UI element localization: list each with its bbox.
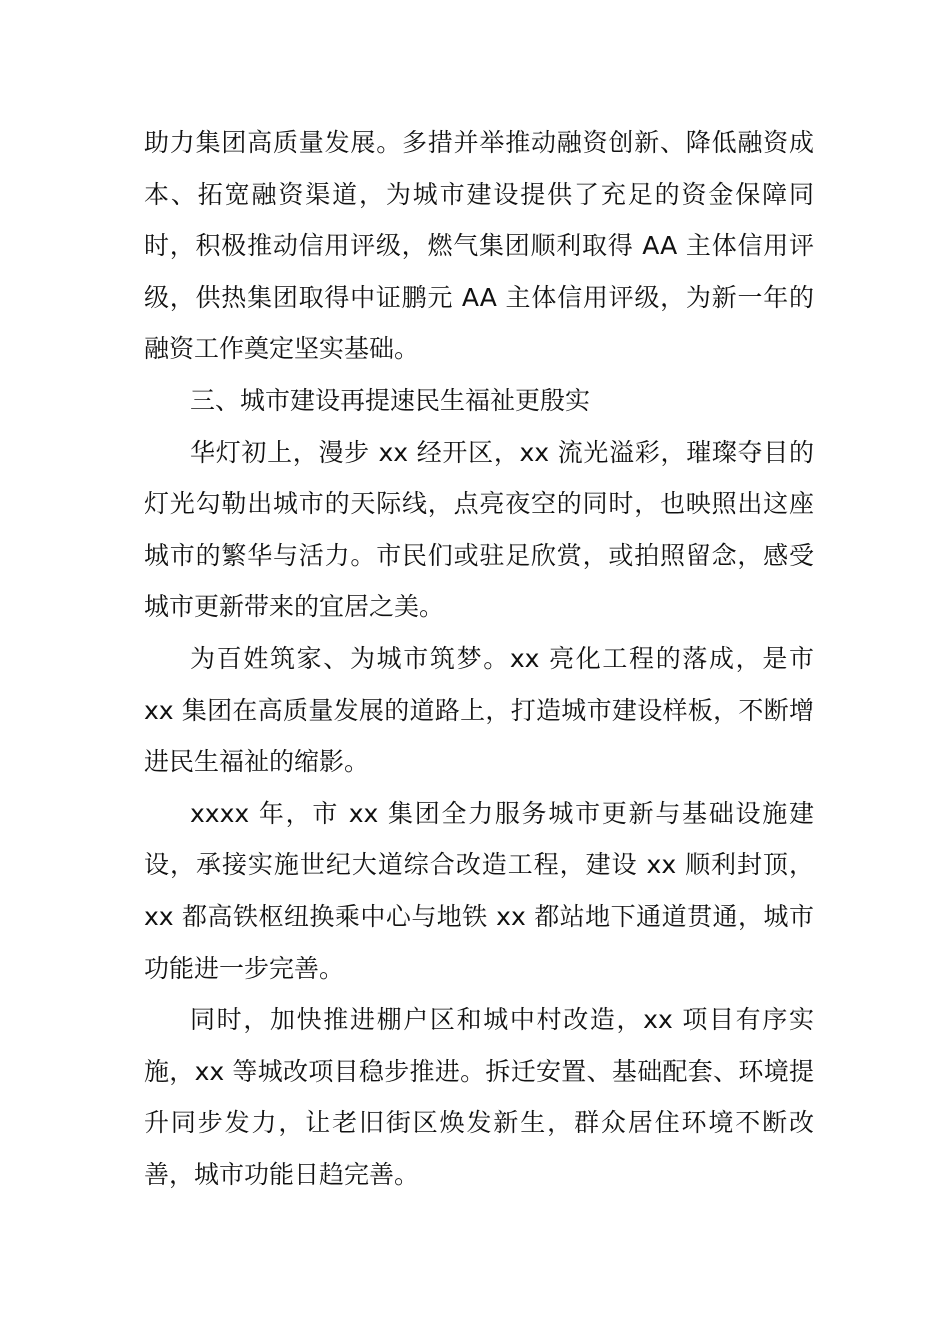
paragraph-night-lights: 华灯初上，漫步 xx 经开区，xx 流光溢彩，璀璨夺目的灯光勾勒出城市的天际线，点亮夜空的同时，也映照出这座城市的繁华与活力。市民们或驻足欣赏，或拍照留念，感受城市更新带来的宜居之美。 <box>144 437 814 622</box>
paragraph-renovation: 同时，加快推进棚户区和城中村改造，xx 项目有序实施，xx 等城改项目稳步推进。拆迁安置、基础配套、环境提升同步发力，让老旧街区焕发新生，群众居住环境不断改善，城市功能日趋完善。 <box>144 1005 814 1189</box>
paragraph-lighting-project: 为百姓筑家、为城市筑梦。xx 亮化工程的落成，是市 xx 集团在高质量发展的道路上，打造城市建设样板，不断增进民生福祉的缩影。 <box>144 643 814 777</box>
document-body <box>144 117 814 1200</box>
paragraph-financing: 助力集团高质量发展。多措并举推动融资创新、降低融资成本、拓宽融资渠道，为城市建设提供了充足的资金保障同时，积极推动信用评级，燃气集团顺利取得 AA 主体信用评级，供热集团取得中证鹏元 AA 主体信用评级，为新一年的融资工作奠定坚实基础。 <box>144 128 814 364</box>
paragraph-infrastructure: xxxx 年，市 xx 集团全力服务城市更新与基础设施建设，承接实施世纪大道综合改造工程，建设 xx 顺利封顶，xx 都高铁枢纽换乘中心与地铁 xx 都站地下通道贯通，城市功能进一步完善。 <box>144 798 814 983</box>
section-heading-urban-construction: 三、城市建设再提速民生福祉更殷实 <box>190 385 591 415</box>
